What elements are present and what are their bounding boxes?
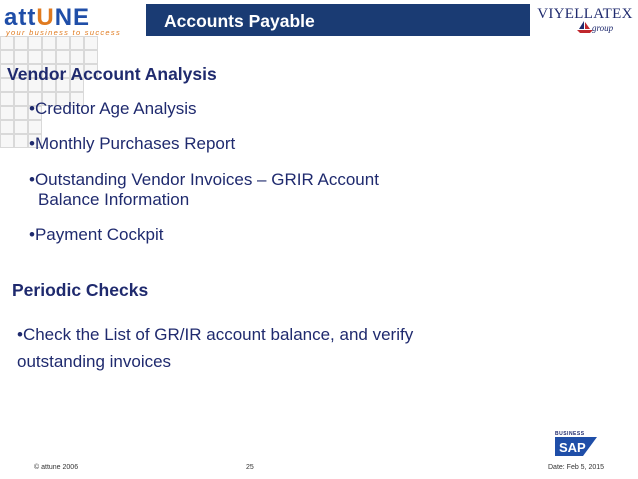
title-bar <box>146 4 530 36</box>
sap-top-text: BUSINESS <box>555 431 585 437</box>
grid-square <box>0 92 14 106</box>
grid-square <box>0 120 14 134</box>
list-item-continuation: Balance Information <box>38 190 190 209</box>
grid-square <box>70 50 84 64</box>
slide-title: Accounts Payable <box>164 11 315 31</box>
list-item: •Creditor Age Analysis <box>29 99 197 118</box>
viyellatex-group: group <box>592 23 614 33</box>
viyellatex-name: VIYELLATEX <box>537 6 633 22</box>
grid-square <box>28 36 42 50</box>
section-heading-periodic-checks: Periodic Checks <box>12 280 149 300</box>
periodic-checks-text <box>17 321 577 375</box>
periodic-checks-line-1: •Check the List of GR/IR account balance, and verify <box>17 325 414 344</box>
grid-square <box>28 120 42 134</box>
grid-square <box>42 36 56 50</box>
sap-business-logo <box>553 430 599 460</box>
attune-logo <box>2 4 144 38</box>
decorative-grid <box>0 36 112 144</box>
list-item: •Monthly Purchases Report <box>29 134 236 153</box>
list-item: •Payment Cockpit <box>29 225 164 244</box>
viyellatex-logo <box>532 4 638 40</box>
grid-square <box>70 36 84 50</box>
grid-square <box>56 50 70 64</box>
sap-text: SAP <box>559 440 586 455</box>
grid-square <box>0 50 14 64</box>
list-item: •Outstanding Vendor Invoices – GRIR Account <box>29 170 379 189</box>
grid-square <box>14 120 28 134</box>
grid-square <box>14 92 28 106</box>
logo-word-prefix: att <box>4 4 37 31</box>
grid-square <box>56 36 70 50</box>
footer-date: Date: Feb 5, 2015 <box>548 464 605 471</box>
logo-word-u: U <box>36 4 55 31</box>
grid-square <box>0 134 14 148</box>
grid-square <box>28 50 42 64</box>
footer-copyright: © attune 2006 <box>34 464 79 471</box>
grid-square <box>14 36 28 50</box>
grid-square <box>84 50 98 64</box>
grid-square <box>42 50 56 64</box>
attune-tagline: your business to success <box>6 28 121 37</box>
periodic-checks-line-2: outstanding invoices <box>17 352 172 371</box>
grid-square <box>84 36 98 50</box>
footer-page-number: 25 <box>246 464 254 471</box>
grid-square <box>14 134 28 148</box>
grid-square <box>14 50 28 64</box>
grid-square <box>14 106 28 120</box>
section-heading-vendor-account-analysis: Vendor Account Analysis <box>7 64 217 84</box>
grid-square <box>0 36 14 50</box>
grid-square <box>0 106 14 120</box>
logo-word-suffix: NE <box>54 4 91 31</box>
